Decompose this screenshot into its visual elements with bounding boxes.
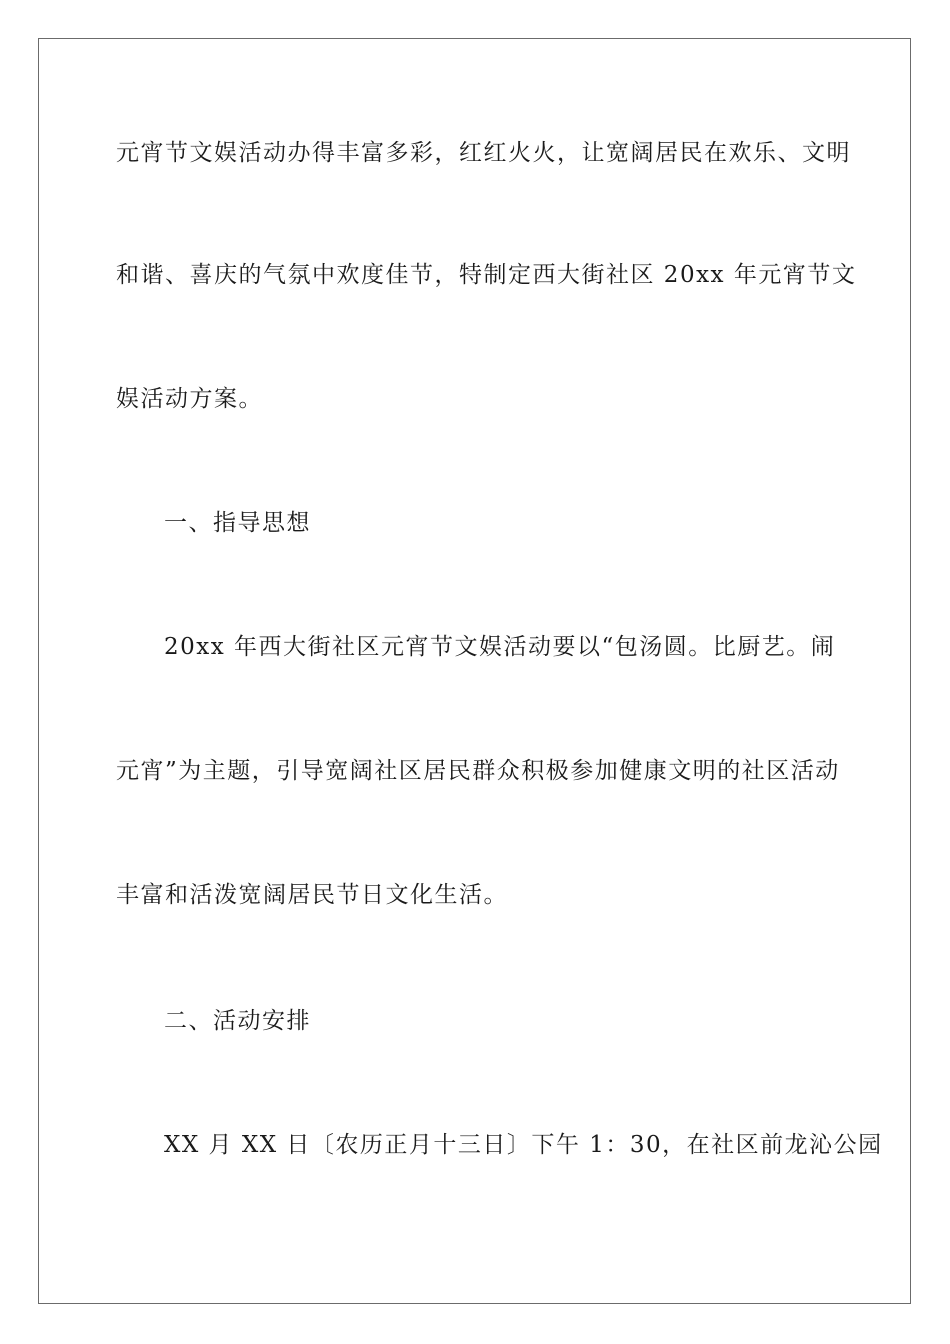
- paragraph-line-2: 和谐、喜庆的气氛中欢度佳节，特制定西大街社区 20xx 年元宵节文: [116, 262, 857, 288]
- paragraph-line-9: XX 月 XX 日〔农历正月十三日〕下午 1：30，在社区前龙沁公园: [164, 1132, 883, 1158]
- paragraph-line-7: 丰富和活泼宽阔居民节日文化生活。: [116, 882, 508, 908]
- section-heading-guiding-ideology: 一、指导思想: [164, 510, 311, 536]
- paragraph-line-6: 元宵”为主题，引导宽阔社区居民群众积极参加健康文明的社区活动: [116, 758, 840, 784]
- paragraph-line-3: 娱活动方案。: [116, 386, 263, 412]
- section-heading-activity-arrangement: 二、活动安排: [164, 1008, 311, 1034]
- paragraph-line-1: 元宵节文娱活动办得丰富多彩，红红火火，让宽阔居民在欢乐、文明: [116, 140, 851, 166]
- paragraph-line-5: 20xx 年西大街社区元宵节文娱活动要以“包汤圆。比厨艺。闹: [164, 634, 836, 660]
- page-border: [38, 38, 911, 1304]
